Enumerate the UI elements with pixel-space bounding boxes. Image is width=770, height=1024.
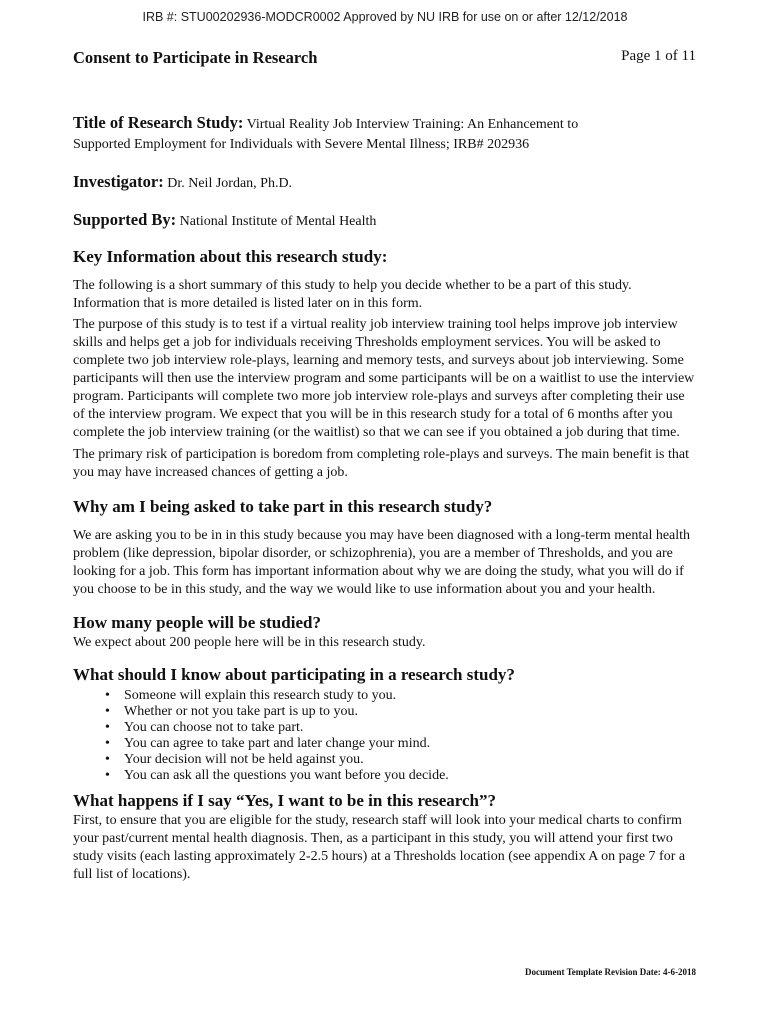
key-info-paragraph-1: The following is a short summary of this study to help you decide whether to be a part of this study. Information that is more detailed is listed later on in this form. — [73, 278, 632, 311]
revision-date: Document Template Revision Date: 4-6-2018 — [525, 967, 696, 977]
list-item: • Whether or not you take part is up to you. — [105, 704, 359, 719]
document-body — [73, 113, 698, 884]
list-item: • You can ask all the questions you want before you decide. — [105, 768, 449, 783]
study-title-label: Title of Research Study: — [73, 113, 244, 132]
investigator-value: Dr. Neil Jordan, Ph.D. — [167, 176, 293, 191]
supported-by-block — [73, 210, 698, 232]
list-item: • Someone will explain this research study to you. — [105, 688, 397, 703]
investigator-label: Investigator: — [73, 172, 164, 191]
bullet-icon: • — [105, 720, 110, 735]
why-heading: Why am I being asked to take part in this research study? — [73, 497, 493, 516]
key-info-heading: Key Information about this research study: — [73, 247, 388, 266]
how-many-heading: How many people will be studied? — [73, 613, 321, 632]
study-title-value-line2: Supported Employment for Individuals with Severe Mental Illness; IRB# 202936 — [73, 137, 530, 152]
irb-approval-notice: IRB #: STU00202936-MODCR0002 Approved by NU IRB for use on or after 12/12/2018 — [142, 10, 628, 24]
study-title-block — [73, 113, 698, 155]
what-happens-paragraph: First, to ensure that you are eligible for the study, research staff will look into your medical charts to confirm your past/current mental health diagnosis. Then, as a participant in this study, you will attend your first two study visits (each lasting approximately 2-2.5 hours) at a Thresholds location (see appendix A on page 7 for a full list of locations). — [73, 813, 686, 882]
participation-heading: What should I know about participating in a research study? — [73, 665, 515, 684]
bullet-icon: • — [105, 704, 110, 719]
why-paragraph: We are asking you to be in in this study because you may have been diagnosed with a long-term mental health problem (like depression, bipolar disorder, or schizophrenia), you are a member of Thresholds, and you are looking for a job. This form has important information about why we are doing the study, what you will do if you choose to be in this study, and the way we would like to use information about you and your health. — [73, 528, 691, 597]
bullet-icon: • — [105, 752, 110, 767]
bullet-icon: • — [105, 688, 110, 703]
bullet-icon: • — [105, 768, 110, 783]
participation-list — [73, 688, 698, 784]
how-many-paragraph: We expect about 200 people here will be in this research study. — [73, 635, 426, 650]
supported-by-label: Supported By: — [73, 210, 177, 229]
list-item: • You can choose not to take part. — [105, 720, 304, 735]
page-indicator: Page 1 of 11 — [621, 48, 696, 64]
list-item: • You can agree to take part and later change your mind. — [105, 736, 431, 751]
list-item: • Your decision will not be held against you. — [105, 752, 364, 767]
key-info-paragraph-3: The primary risk of participation is boredom from completing role-plays and surveys. The main benefit is that you may have increased chances of getting a job. — [73, 447, 689, 480]
document-title: Consent to Participate in Research — [73, 48, 318, 67]
bullet-icon: • — [105, 736, 110, 751]
what-happens-heading: What happens if I say “Yes, I want to be in this research”? — [73, 791, 496, 810]
supported-by-value: National Institute of Mental Health — [179, 214, 377, 229]
key-info-paragraph-2: The purpose of this study is to test if a virtual reality job interview training tool helps improve job interview skills and helps get a job for individuals receiving Thresholds employment services. You will be asked to complete two job interview role-plays, learning and memory tests, and surveys about job interviewing. Some participants will then use the interview program and some participants will be on a waitlist to use the interview program. Participants will complete two more job interview role-plays and surveys after completing their use of the interview program. We expect that you will be in this research study for a total of 6 months after you complete the job interview training (or the waitlist) so that we can see if you obtained a job during that time. — [73, 317, 695, 440]
investigator-block — [73, 172, 698, 194]
study-title-value-line1: Virtual Reality Job Interview Training: An Enhancement to — [246, 117, 579, 132]
